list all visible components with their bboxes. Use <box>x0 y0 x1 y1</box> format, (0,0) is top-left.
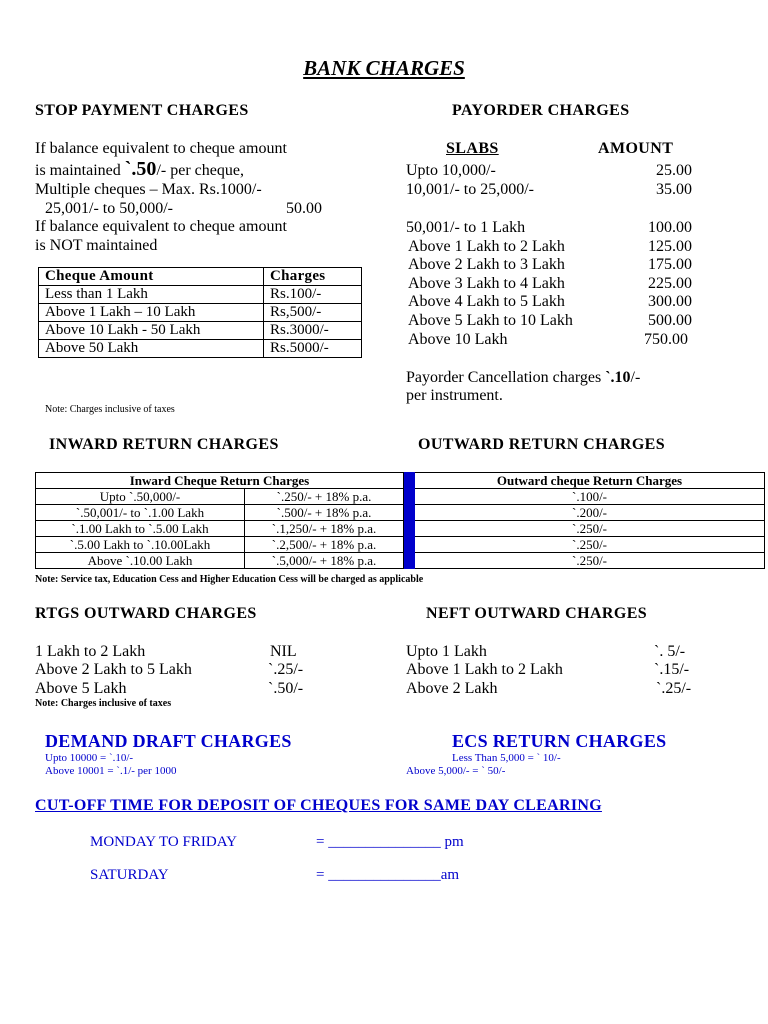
table-row <box>36 553 765 569</box>
stop-payment-table <box>38 267 362 358</box>
cancellation-text: Payorder Cancellation charges <box>406 369 602 386</box>
rtgs-slab: 1 Lakh to 2 Lakh <box>35 643 146 660</box>
stop-payment-line: Multiple cheques – Max. Rs.1000/- <box>35 181 262 198</box>
stop-payment-line <box>35 158 244 181</box>
rtgs-slab: Above 5 Lakh <box>35 680 127 697</box>
payorder-slab: 50,001/- to 1 Lakh <box>406 219 526 236</box>
table-cell: Rs.5000/- <box>264 340 362 358</box>
table-cell: Above 10 Lakh - 50 Lakh <box>39 322 264 340</box>
table-row <box>39 304 362 322</box>
cancellation-value: `.10 <box>605 369 631 386</box>
payorder-amount: 750.00 <box>644 331 688 348</box>
payorder-heading: PAYORDER CHARGES <box>452 102 630 119</box>
ecs-line: Less Than 5,000 = ` 10/- <box>452 752 561 764</box>
table-row <box>36 521 765 537</box>
payorder-slab: Above 3 Lakh to 4 Lakh <box>408 275 565 292</box>
cutoff-day: SATURDAY <box>90 867 169 883</box>
ecs-heading: ECS RETURN CHARGES <box>452 731 667 751</box>
payorder-cancellation <box>406 369 640 387</box>
demand-draft-line: Upto 10000 = `.10/- <box>45 752 134 764</box>
rtgs-charge: `.50/- <box>268 680 304 697</box>
table-cell: `.100/- <box>415 489 765 505</box>
cutoff-day: MONDAY TO FRIDAY <box>90 834 237 850</box>
table-cell: Less than 1 Lakh <box>39 286 264 304</box>
inward-table-header: Inward Cheque Return Charges <box>36 473 404 489</box>
payorder-slab: Upto 10,000/- <box>406 162 496 179</box>
table-header-row <box>36 473 765 489</box>
payorder-amount: 100.00 <box>648 219 692 236</box>
table-cell: `.250/- <box>415 553 765 569</box>
stop-payment-line: If balance equivalent to cheque amount <box>35 218 287 235</box>
maintained-suffix: /- per cheque, <box>156 162 244 179</box>
neft-heading: NEFT OUTWARD CHARGES <box>426 605 648 622</box>
stop-payment-line: is NOT maintained <box>35 237 158 254</box>
table-cell: `.5.00 Lakh to `.10.00Lakh <box>36 537 245 553</box>
payorder-amount: 500.00 <box>648 312 692 329</box>
table-cell: `.2,500/- + 18% p.a. <box>245 537 404 553</box>
cancellation-suffix: /- <box>630 369 641 386</box>
table-row <box>36 489 765 505</box>
table-cell: Upto `.50,000/- <box>36 489 245 505</box>
payorder-slab: Above 1 Lakh to 2 Lakh <box>408 238 565 255</box>
payorder-amount: 175.00 <box>648 256 692 273</box>
neft-charge: `.15/- <box>654 661 690 678</box>
table-cell: Rs.3000/- <box>264 322 362 340</box>
stop-payment-note: Note: Charges inclusive of taxes <box>45 404 175 415</box>
payorder-slab: Above 5 Lakh to 10 Lakh <box>408 312 573 329</box>
table-cell: `.1,250/- + 18% p.a. <box>245 521 404 537</box>
payorder-amount: 300.00 <box>648 293 692 310</box>
outward-table-header: Outward cheque Return Charges <box>415 473 765 489</box>
payorder-col-amount: AMOUNT <box>598 140 674 157</box>
table-row <box>39 286 362 304</box>
payorder-col-slabs: SLABS <box>446 140 499 157</box>
rtgs-heading: RTGS OUTWARD CHARGES <box>35 605 257 622</box>
cutoff-heading: CUT-OFF TIME FOR DEPOSIT OF CHEQUES FOR SAME DAY CLEARING <box>35 797 602 814</box>
table-cell: `.250/- <box>415 521 765 537</box>
payorder-cancellation-line2: per instrument. <box>406 387 503 404</box>
table-cell: Rs,500/- <box>264 304 362 322</box>
rtgs-charge: `.25/- <box>268 661 304 678</box>
column-separator <box>404 489 415 505</box>
payorder-amount: 25.00 <box>656 162 692 179</box>
table-cell: `.200/- <box>415 505 765 521</box>
demand-draft-heading: DEMAND DRAFT CHARGES <box>45 731 292 751</box>
neft-slab: Upto 1 Lakh <box>406 643 487 660</box>
table-cell: `.250/- <box>415 537 765 553</box>
payorder-amount: 225.00 <box>648 275 692 292</box>
table-header: Charges <box>264 268 362 286</box>
column-separator <box>404 473 415 489</box>
table-row <box>39 322 362 340</box>
cutoff-time: = _______________am <box>316 867 460 883</box>
returns-note: Note: Service tax, Education Cess and Higher Education Cess will be charged as applicable <box>35 574 424 585</box>
payorder-amount: 35.00 <box>656 181 692 198</box>
page-title: BANK CHARGES <box>303 56 465 80</box>
rtgs-slab: Above 2 Lakh to 5 Lakh <box>35 661 192 678</box>
stop-payment-line-text: is maintained <box>35 162 121 179</box>
stop-payment-line: If balance equivalent to cheque amount <box>35 140 287 157</box>
maintained-value: `.50 <box>124 158 157 180</box>
table-cell: Above 1 Lakh – 10 Lakh <box>39 304 264 322</box>
inward-return-heading: INWARD RETURN CHARGES <box>49 436 279 453</box>
table-cell: `.5,000/- + 18% p.a. <box>245 553 404 569</box>
table-cell: `.500/- + 18% p.a. <box>245 505 404 521</box>
payorder-slab: Above 10 Lakh <box>408 331 508 348</box>
rtgs-note: Note: Charges inclusive of taxes <box>35 698 172 709</box>
stop-payment-slab-value: 50.00 <box>286 200 322 217</box>
cutoff-time: = _______________ pm <box>316 834 464 850</box>
payorder-slab: Above 4 Lakh to 5 Lakh <box>408 293 565 310</box>
table-cell: `.250/- + 18% p.a. <box>245 489 404 505</box>
column-separator <box>404 553 415 569</box>
stop-payment-slab: 25,001/- to 50,000/- <box>45 200 173 217</box>
table-row <box>39 340 362 358</box>
ecs-line: Above 5,000/- = ` 50/- <box>406 765 506 777</box>
table-cell: `.50,001/- to `.1.00 Lakh <box>36 505 245 521</box>
payorder-slab: 10,001/- to 25,000/- <box>406 181 534 198</box>
table-cell: `.1.00 Lakh to `.5.00 Lakh <box>36 521 245 537</box>
neft-slab: Above 1 Lakh to 2 Lakh <box>406 661 563 678</box>
column-separator <box>404 505 415 521</box>
table-cell: Above `.10.00 Lakh <box>36 553 245 569</box>
neft-slab: Above 2 Lakh <box>406 680 498 697</box>
outward-return-heading: OUTWARD RETURN CHARGES <box>418 436 666 453</box>
table-header: Cheque Amount <box>39 268 264 286</box>
payorder-slab: Above 2 Lakh to 3 Lakh <box>408 256 565 273</box>
column-separator <box>404 521 415 537</box>
column-separator <box>404 537 415 553</box>
rtgs-charge: NIL <box>270 643 297 660</box>
return-charges-table <box>35 472 765 569</box>
neft-charge: `. 5/- <box>654 643 686 660</box>
table-cell: Rs.100/- <box>264 286 362 304</box>
table-cell: Above 50 Lakh <box>39 340 264 358</box>
neft-charge: `.25/- <box>656 680 692 697</box>
stop-payment-heading: STOP PAYMENT CHARGES <box>35 102 249 119</box>
payorder-amount: 125.00 <box>648 238 692 255</box>
demand-draft-line: Above 10001 = `.1/- per 1000 <box>45 765 177 777</box>
table-header-row <box>39 268 362 286</box>
table-row <box>36 537 765 553</box>
table-row <box>36 505 765 521</box>
